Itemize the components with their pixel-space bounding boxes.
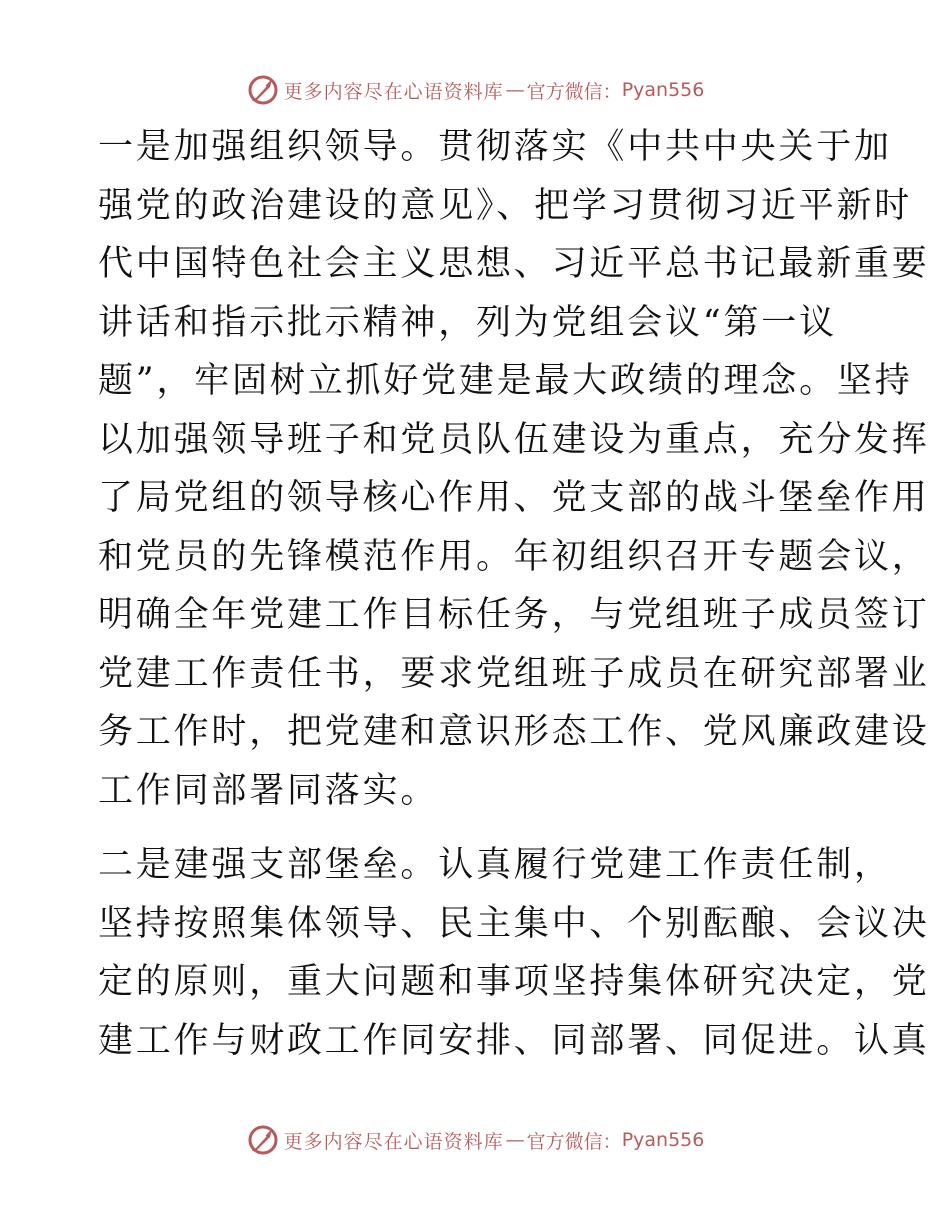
text-line: 党建工作责任书，要求党组班子成员在研究部署业 <box>98 653 930 694</box>
banner-wechat-id: Pyan556 <box>621 1129 705 1151</box>
banner-separator: — <box>505 79 525 101</box>
text-line: 坚持按照集体领导、民主集中、个别酝酿、会议决 <box>98 903 930 944</box>
text-line: 以加强领导班子和党员队伍建设为重点，充分发挥 <box>98 419 930 460</box>
text-line: 代中国特色社会主义思想、习近平总书记最新重要 <box>98 244 930 284</box>
text-line: 题”，牢固树立抓好党建是最大政绩的理念。坚持 <box>98 361 913 401</box>
paragraph-branch-fortress <box>98 836 930 1070</box>
text-line: 定的原则，重大问题和事项坚持集体研究决定，党 <box>98 962 930 1002</box>
text-line: 了局党组的领导核心作用、党支部的战斗堡垒作用 <box>98 478 930 518</box>
banner-main-text: 更多内容尽在心语资料库 <box>283 1130 504 1153</box>
text-line: 务工作时，把党建和意识形态工作、党风廉政建设 <box>98 712 930 752</box>
banner-wechat-label: 官方微信： <box>526 1130 622 1153</box>
text-line: 明确全年党建工作目标任务，与党组班子成员签订 <box>98 595 930 635</box>
quill-pen-circle-icon <box>246 1123 280 1157</box>
banner-wechat-id: Pyan556 <box>621 79 705 101</box>
text-line: 和党员的先锋模范作用。年初组织召开专题会议， <box>98 536 930 577</box>
text-line: 建工作与财政工作同安排、同部署、同促进。认真 <box>98 1020 930 1061</box>
text-line: 强党的政治建设的意见》、把学习贯彻习近平新时 <box>98 185 913 226</box>
document-body <box>98 118 930 1070</box>
text-line: 工作同部署同落实。 <box>98 770 439 811</box>
text-line: 讲话和指示批示精神，列为党组会议“第一议 <box>98 302 837 343</box>
text-line: 二是建强支部堡垒。认真履行党建工作责任制， <box>98 845 892 885</box>
text-line: 一是加强组织领导。贯彻落实《中共中央关于加 <box>98 127 892 167</box>
footer-watermark-banner <box>0 1120 950 1160</box>
quill-pen-circle-icon <box>246 73 280 107</box>
header-watermark-banner <box>0 70 950 110</box>
banner-separator: — <box>505 1129 525 1151</box>
paragraph-organization-leadership <box>98 118 930 820</box>
banner-wechat-label: 官方微信： <box>526 80 622 103</box>
banner-main-text: 更多内容尽在心语资料库 <box>283 80 504 103</box>
